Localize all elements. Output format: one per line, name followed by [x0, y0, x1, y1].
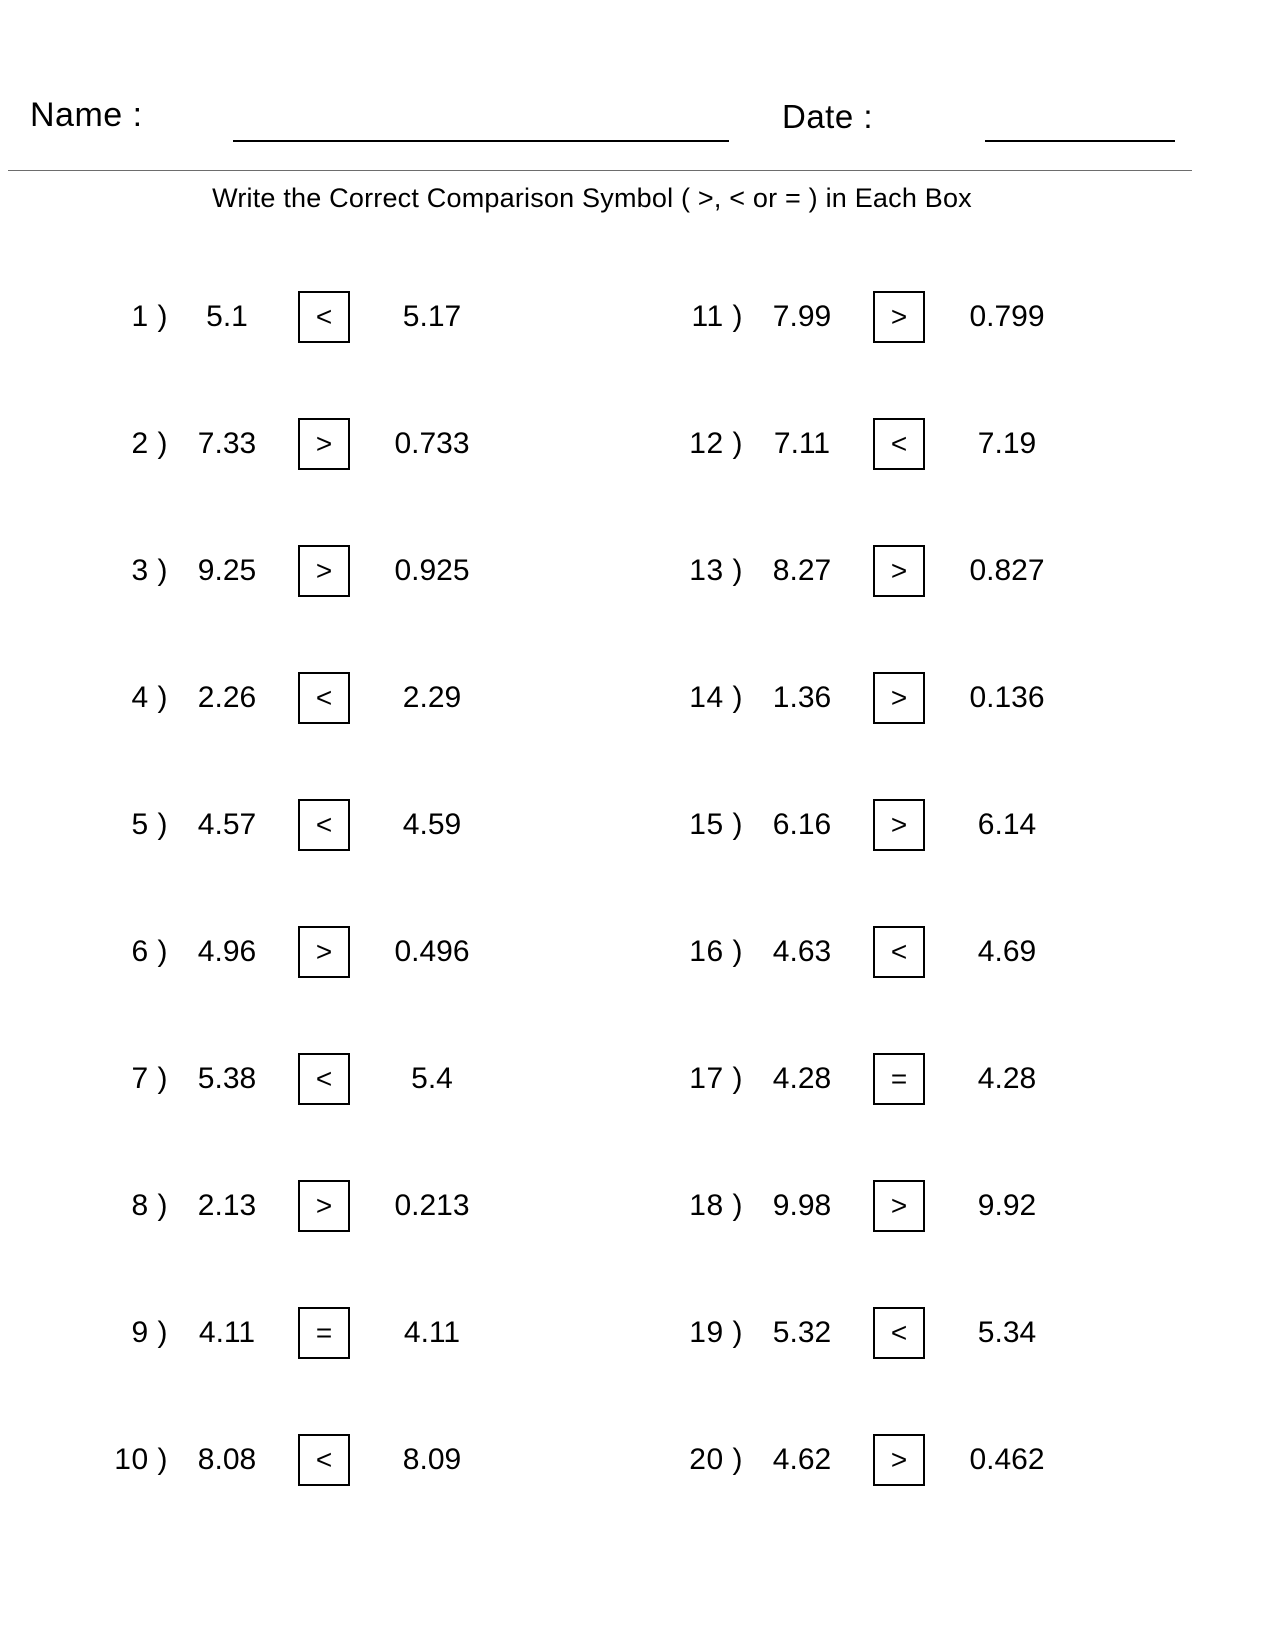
- answer-box[interactable]: >: [873, 799, 925, 851]
- left-operand: 7.11: [773, 426, 831, 460]
- right-operand: 9.92: [977, 1188, 1037, 1222]
- problem-item: [0, 1015, 610, 1142]
- date-label: Date :: [782, 98, 874, 135]
- worksheet-header: [0, 44, 1275, 135]
- left-operand: 6.16: [772, 807, 832, 841]
- answer-box[interactable]: >: [873, 1434, 925, 1486]
- problem-item: [610, 380, 1230, 507]
- right-operand: 4.28: [977, 1061, 1037, 1095]
- answer-box[interactable]: =: [298, 1307, 350, 1359]
- right-operand: 5.34: [977, 1315, 1037, 1349]
- problem-row: [0, 1015, 1275, 1142]
- problem-item: [610, 253, 1230, 380]
- left-operand: 4.62: [772, 1442, 832, 1476]
- problem-number: 19 ): [689, 1315, 743, 1349]
- problem-item: [610, 761, 1230, 888]
- problem-number: 16 ): [689, 934, 743, 968]
- problem-number: 1 ): [131, 299, 168, 333]
- problem-number: 5 ): [131, 807, 168, 841]
- right-operand: 4.59: [402, 807, 462, 841]
- left-operand: 8.27: [772, 553, 832, 587]
- problem-number: 12 ): [689, 426, 743, 460]
- answer-box[interactable]: <: [873, 1307, 925, 1359]
- left-operand: 4.11: [198, 1315, 256, 1349]
- problem-number: 2 ): [131, 426, 168, 460]
- answer-box[interactable]: <: [298, 291, 350, 343]
- name-label: Name :: [30, 96, 143, 134]
- left-operand: 9.98: [772, 1188, 832, 1222]
- problem-item: [0, 507, 610, 634]
- header-divider: [8, 170, 1192, 171]
- problem-item: [0, 634, 610, 761]
- problem-number: 13 ): [689, 553, 743, 587]
- problem-item: [610, 1015, 1230, 1142]
- left-operand: 2.13: [197, 1188, 257, 1222]
- right-operand: 0.925: [394, 553, 470, 587]
- problem-row: [0, 888, 1275, 1015]
- answer-box[interactable]: =: [873, 1053, 925, 1105]
- problem-number: 4 ): [131, 680, 168, 714]
- problem-number: 3 ): [131, 553, 168, 587]
- problem-row: [0, 380, 1275, 507]
- instruction-text: Write the Correct Comparison Symbol ( >, < or = ) in Each Box: [212, 183, 972, 213]
- left-operand: 8.08: [197, 1442, 257, 1476]
- problem-row: [0, 507, 1275, 634]
- problem-item: [610, 634, 1230, 761]
- problems-grid: [0, 253, 1275, 1523]
- left-operand: 7.99: [772, 299, 832, 333]
- problem-row: [0, 761, 1275, 888]
- left-operand: 5.1: [206, 299, 248, 333]
- problem-number: 20 ): [689, 1442, 743, 1476]
- right-operand: 0.733: [394, 426, 470, 460]
- problem-number: 9 ): [131, 1315, 168, 1349]
- problem-item: [610, 1142, 1230, 1269]
- problem-item: [0, 1396, 610, 1523]
- right-operand: 0.496: [394, 934, 470, 968]
- problem-item: [0, 380, 610, 507]
- problem-item: [610, 888, 1230, 1015]
- answer-box[interactable]: >: [298, 1180, 350, 1232]
- problem-item: [0, 888, 610, 1015]
- answer-box[interactable]: >: [298, 926, 350, 978]
- problem-number: 7 ): [131, 1061, 168, 1095]
- answer-box[interactable]: <: [873, 926, 925, 978]
- answer-box[interactable]: >: [298, 418, 350, 470]
- problem-row: [0, 1142, 1275, 1269]
- left-operand: 2.26: [197, 680, 257, 714]
- left-operand: 4.57: [197, 807, 257, 841]
- answer-box[interactable]: <: [298, 799, 350, 851]
- left-operand: 7.33: [197, 426, 257, 460]
- problem-item: [0, 761, 610, 888]
- answer-box[interactable]: >: [873, 672, 925, 724]
- date-write-line[interactable]: [985, 140, 1175, 142]
- problem-number: 15 ): [689, 807, 743, 841]
- problem-number: 6 ): [131, 934, 168, 968]
- problem-row: [0, 634, 1275, 761]
- right-operand: 7.19: [977, 426, 1037, 460]
- right-operand: 0.799: [969, 299, 1045, 333]
- right-operand: 0.462: [969, 1442, 1045, 1476]
- left-operand: 4.28: [772, 1061, 832, 1095]
- answer-box[interactable]: >: [873, 545, 925, 597]
- left-operand: 5.38: [197, 1061, 257, 1095]
- answer-box[interactable]: <: [298, 1434, 350, 1486]
- problem-number: 14 ): [689, 680, 743, 714]
- right-operand: 4.69: [977, 934, 1037, 968]
- right-operand: 0.827: [969, 553, 1045, 587]
- right-operand: 8.09: [402, 1442, 462, 1476]
- problem-item: [0, 1269, 610, 1396]
- right-operand: 0.136: [969, 680, 1045, 714]
- answer-box[interactable]: >: [873, 1180, 925, 1232]
- left-operand: 1.36: [772, 680, 832, 714]
- problem-number: 11 ): [691, 299, 743, 333]
- answer-box[interactable]: <: [298, 672, 350, 724]
- right-operand: 4.11: [403, 1315, 461, 1349]
- problem-row: [0, 1269, 1275, 1396]
- answer-box[interactable]: <: [298, 1053, 350, 1105]
- problem-item: [610, 507, 1230, 634]
- right-operand: 5.17: [402, 299, 462, 333]
- right-operand: 2.29: [402, 680, 462, 714]
- answer-box[interactable]: >: [873, 291, 925, 343]
- problem-number: 17 ): [689, 1061, 743, 1095]
- left-operand: 4.63: [772, 934, 832, 968]
- right-operand: 5.4: [411, 1061, 453, 1095]
- problem-row: [0, 253, 1275, 380]
- problem-item: [0, 253, 610, 380]
- problem-row: [0, 1396, 1275, 1523]
- left-operand: 5.32: [772, 1315, 832, 1349]
- left-operand: 9.25: [197, 553, 257, 587]
- problem-item: [610, 1269, 1230, 1396]
- problem-item: [0, 1142, 610, 1269]
- right-operand: 6.14: [977, 807, 1037, 841]
- name-write-line[interactable]: [233, 140, 729, 142]
- problem-item: [610, 1396, 1230, 1523]
- left-operand: 4.96: [197, 934, 257, 968]
- problem-number: 18 ): [689, 1188, 743, 1222]
- answer-box[interactable]: <: [873, 418, 925, 470]
- problem-number: 8 ): [131, 1188, 168, 1222]
- right-operand: 0.213: [394, 1188, 470, 1222]
- answer-box[interactable]: >: [298, 545, 350, 597]
- problem-number: 10 ): [114, 1442, 168, 1476]
